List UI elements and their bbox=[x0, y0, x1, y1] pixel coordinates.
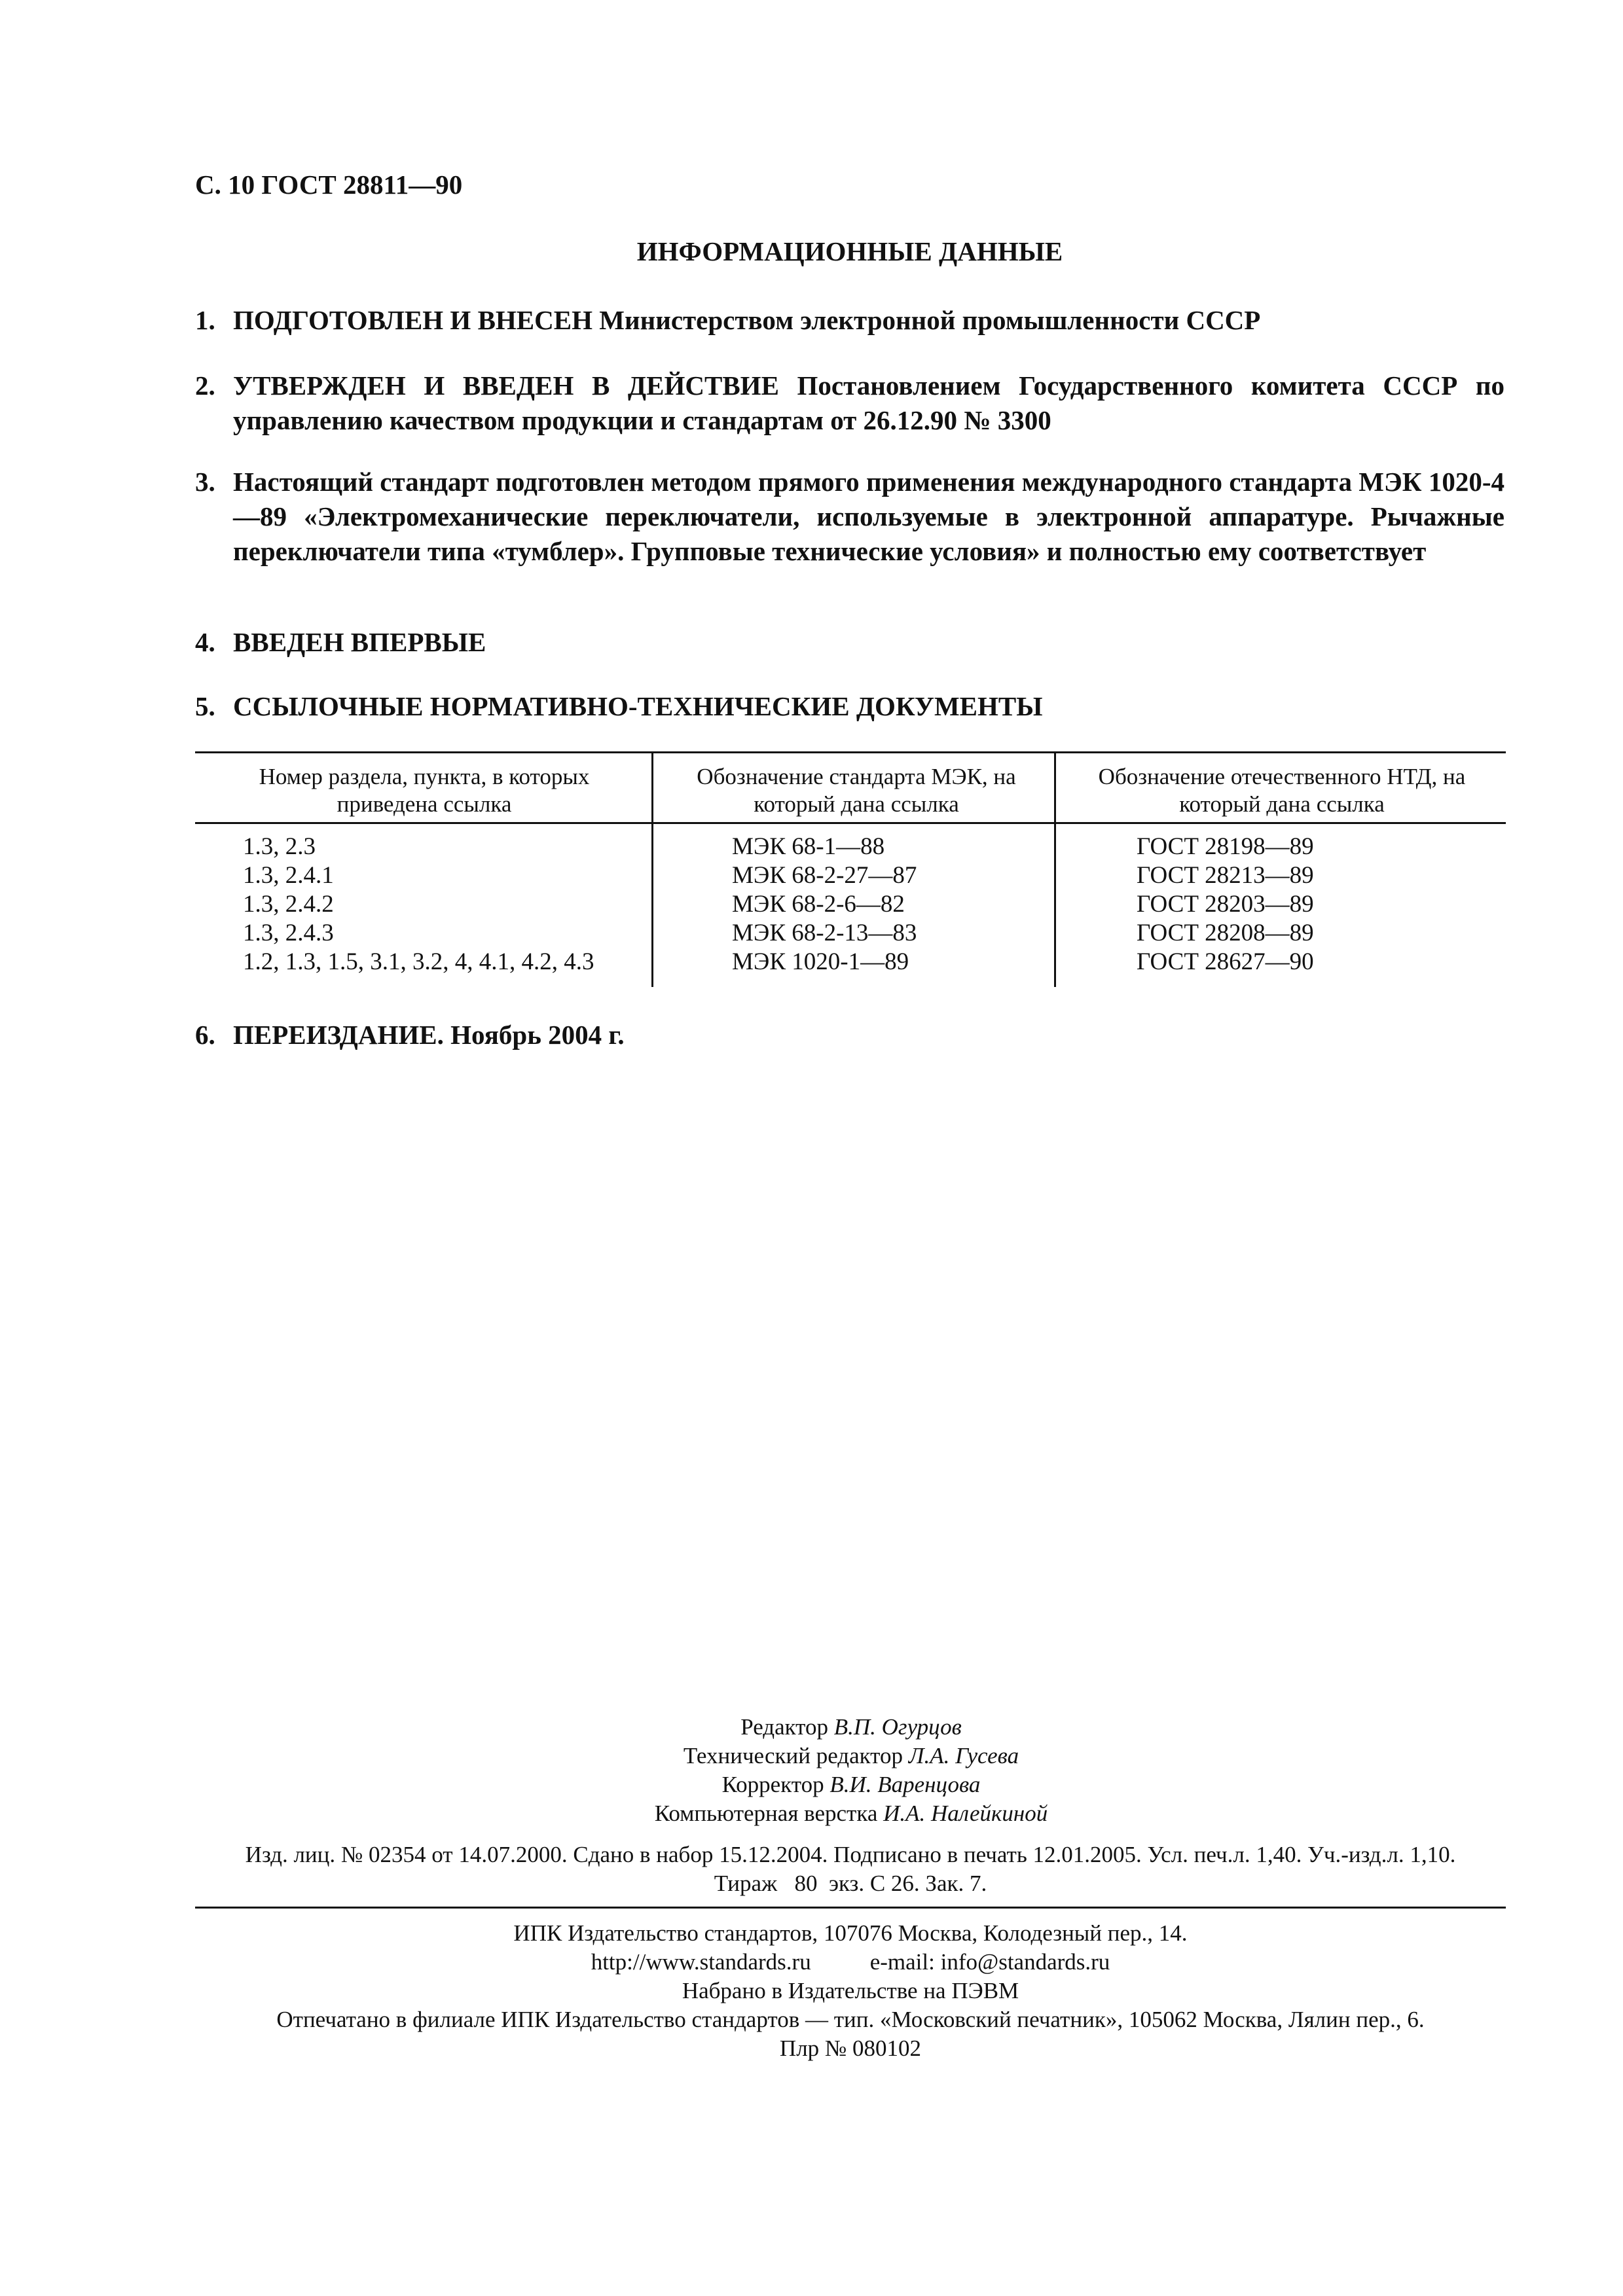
table-cell: 1.3, 2.3 bbox=[243, 833, 316, 860]
publisher-contacts bbox=[195, 1948, 1506, 1977]
table-cell: МЭК 68-2-6—82 bbox=[732, 891, 905, 918]
item-number: 3. bbox=[195, 467, 215, 497]
table-column-divider bbox=[1054, 751, 1056, 987]
document-title: ИНФОРМАЦИОННЫЕ ДАННЫЕ bbox=[636, 236, 1063, 266]
item-number: 1. bbox=[195, 305, 215, 335]
item-number: 2. bbox=[195, 370, 215, 401]
print-info-line: Изд. лиц. № 02354 от 14.07.2000. Сдано в набор 15.12.2004. Подписано в печать 12.01.2005. Усл. печ.л. 1,40. Уч.-изд.л. 1,10. bbox=[245, 1842, 1456, 1867]
table-header-rule bbox=[195, 822, 1506, 824]
item-lead: ПОДГОТОВЛЕН И ВНЕСЕН bbox=[233, 305, 593, 335]
publisher-address: ИПК Издательство стандартов, 107076 Москва, Колодезный пер., 14. bbox=[513, 1920, 1188, 1946]
table-column-iec bbox=[732, 833, 917, 977]
publisher-info bbox=[195, 1919, 1506, 2063]
table-cell: 1.3, 2.4.2 bbox=[243, 891, 334, 918]
credit-line: Компьютерная верстка И.А. Налейкиной bbox=[654, 1801, 1048, 1826]
table-cell: ГОСТ 28198—89 bbox=[1137, 833, 1314, 860]
item-number: 6. bbox=[195, 1020, 215, 1050]
print-info-line: Тираж 80 экз. С 26. Зак. 7. bbox=[714, 1871, 987, 1896]
table-column-divider bbox=[651, 751, 653, 987]
table-cell: ГОСТ 28203—89 bbox=[1137, 891, 1314, 918]
publisher-email: e-mail: info@standards.ru bbox=[869, 1949, 1110, 1975]
info-item-4 bbox=[195, 625, 1504, 660]
table-top-rule bbox=[195, 751, 1506, 753]
credit-line: Корректор В.И. Варенцова bbox=[721, 1772, 981, 1797]
info-item-6 bbox=[195, 1018, 1504, 1052]
item-lead: ССЫЛОЧНЫЕ НОРМАТИВНО-ТЕХНИЧЕСКИЕ ДОКУМЕНТЫ bbox=[233, 691, 1043, 721]
footer-divider bbox=[195, 1907, 1506, 1909]
item-lead: ПЕРЕИЗДАНИЕ. bbox=[233, 1020, 444, 1050]
table-cell: 1.3, 2.4.1 bbox=[243, 862, 334, 889]
info-item-5 bbox=[195, 689, 1504, 724]
typeset-note: Набрано в Издательстве на ПЭВМ bbox=[682, 1978, 1019, 2003]
credit-line: Технический редактор Л.А. Гусева bbox=[683, 1743, 1019, 1768]
table-cell: ГОСТ 28208—89 bbox=[1137, 920, 1314, 946]
table-cell: ГОСТ 28627—90 bbox=[1137, 948, 1314, 975]
plr-number: Плр № 080102 bbox=[779, 2036, 922, 2061]
item-text: Настоящий стандарт подготовлен методом прямого применения международного стандарта МЭК 1020-4—89 «Электромеханические переключатели, используемые в электронной аппаратуре. Рычажные переключатели типа «тумблер». Групповые технические условия» и полностью ему соответствует bbox=[233, 467, 1504, 566]
reference-table bbox=[195, 751, 1506, 987]
item-lead: ВВЕДЕН ВПЕРВЫЕ bbox=[233, 627, 486, 657]
table-header-cell: Номер раздела, пункта, в которых приведена ссылка bbox=[259, 764, 590, 817]
credit-line: Редактор В.П. Огурцов bbox=[740, 1714, 962, 1740]
item-number: 4. bbox=[195, 627, 215, 657]
table-header-cell: Обозначение стандарта МЭК, на который дана ссылка bbox=[697, 764, 1016, 817]
publisher-url: http://www.standards.ru bbox=[591, 1949, 811, 1975]
item-text: Ноябрь 2004 г. bbox=[443, 1020, 625, 1050]
item-number: 5. bbox=[195, 691, 215, 721]
editorial-credits bbox=[393, 1713, 1309, 1828]
table-cell: 1.3, 2.4.3 bbox=[243, 920, 334, 946]
info-item-3 bbox=[195, 465, 1504, 569]
printed-note: Отпечатано в филиале ИПК Издательство стандартов — тип. «Московский печатник», 105062 Москва, Лялин пер., 6. bbox=[276, 2007, 1425, 2032]
table-column-gost bbox=[1137, 833, 1314, 977]
table-cell: МЭК 68-2-27—87 bbox=[732, 862, 917, 889]
table-cell: МЭК 1020-1—89 bbox=[732, 948, 909, 975]
item-text: Министерством электронной промышленности СССР bbox=[593, 305, 1261, 335]
table-cell: 1.2, 1.3, 1.5, 3.1, 3.2, 4, 4.1, 4.2, 4.3 bbox=[243, 948, 594, 975]
table-cell: МЭК 68-2-13—83 bbox=[732, 920, 917, 946]
table-cell: ГОСТ 28213—89 bbox=[1137, 862, 1314, 889]
item-text: Постановлением Государственного комитета СССР по управлению качеством продукции и стандартам от 26.12.90 № 3300 bbox=[233, 370, 1504, 435]
info-item-1 bbox=[195, 303, 1504, 338]
table-cell: МЭК 68-1—88 bbox=[732, 833, 885, 860]
print-info bbox=[195, 1840, 1506, 1898]
item-lead: УТВЕРЖДЕН И ВВЕДЕН В ДЕЙСТВИЕ bbox=[233, 370, 779, 401]
page-number-header: С. 10 ГОСТ 28811—90 bbox=[195, 170, 463, 200]
info-item-2 bbox=[195, 368, 1504, 438]
table-header-cell: Обозначение отечественного НТД, на который дана ссылка bbox=[1098, 764, 1466, 817]
table-column-sections bbox=[243, 833, 594, 977]
